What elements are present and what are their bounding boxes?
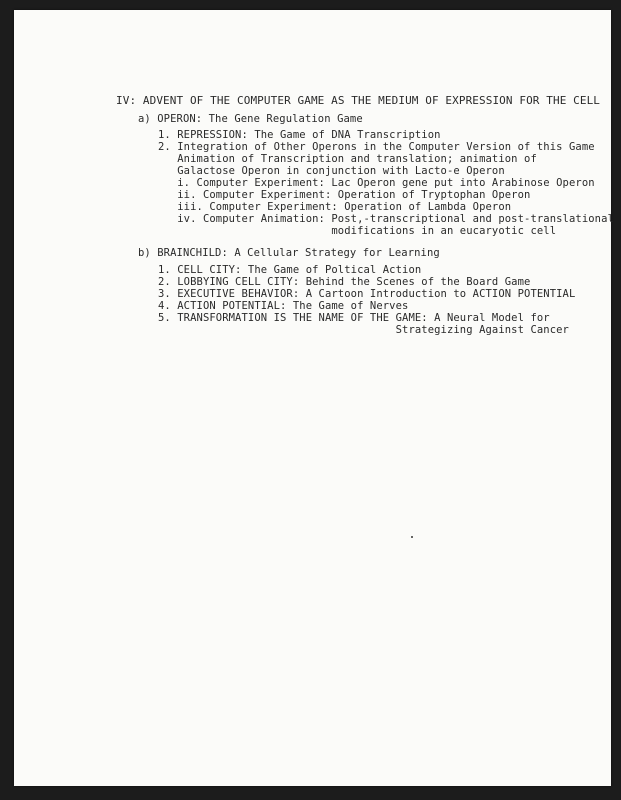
outline-item: ii. Computer Experiment: Operation of Tryptophan Operon [158, 189, 531, 201]
stray-mark [411, 536, 413, 538]
outline-item: 4. ACTION POTENTIAL: The Game of Nerves [158, 300, 409, 312]
outline-item: Animation of Transcription and translation; animation of [158, 153, 537, 165]
outline-item: modifications in an eucaryotic cell [158, 225, 557, 237]
outline-item: iii. Computer Experiment: Operation of Lambda Operon [158, 201, 512, 213]
document-page [14, 10, 614, 786]
outline-item: 1. REPRESSION: The Game of DNA Transcription [158, 129, 441, 141]
subsection-title-a: a) OPERON: The Gene Regulation Game [138, 113, 363, 125]
section-heading: IV: ADVENT OF THE COMPUTER GAME AS THE MEDIUM OF EXPRESSION FOR THE CELL [116, 94, 601, 107]
outline-item: Strategizing Against Cancer [158, 324, 569, 336]
subsection-title-b: b) BRAINCHILD: A Cellular Strategy for Learning [138, 247, 440, 259]
outline-item: iv. Computer Animation: Post,-transcriptional and post-translational [158, 213, 614, 225]
outline-item: 1. CELL CITY: The Game of Poltical Action [158, 264, 422, 276]
outline-item: Galactose Operon in conjunction with Lacto-e Operon [158, 165, 505, 177]
outline-item: 3. EXECUTIVE BEHAVIOR: A Cartoon Introduction to ACTION POTENTIAL [158, 288, 576, 300]
outline-item: 2. LOBBYING CELL CITY: Behind the Scenes of the Board Game [158, 276, 531, 288]
outline-item: i. Computer Experiment: Lac Operon gene put into Arabinose Operon [158, 177, 595, 189]
outline-item: 5. TRANSFORMATION IS THE NAME OF THE GAME: A Neural Model for [158, 312, 550, 324]
outline-item: 2. Integration of Other Operons in the Computer Version of this Game [158, 141, 595, 153]
